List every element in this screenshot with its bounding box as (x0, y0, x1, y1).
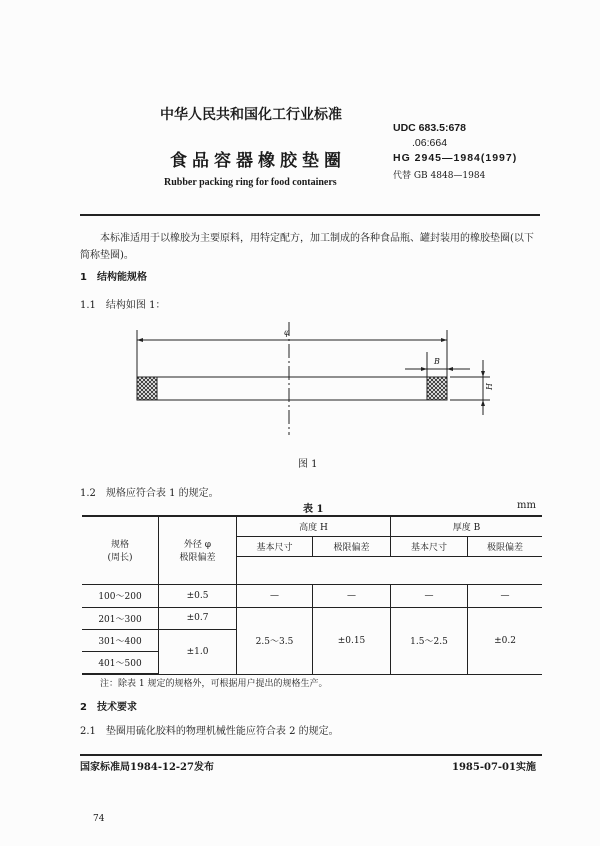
cell-h-basic: 2.5～3.5 (237, 607, 313, 674)
footer-rule (80, 754, 542, 756)
cell-b-tol: — (468, 584, 543, 607)
udc-line1: UDC 683.5:678 (393, 122, 466, 134)
cell-spec: 401～500 (82, 651, 159, 674)
org-title: 中华人民共和国化工行业标准 (160, 107, 342, 123)
english-title: Rubber packing ring for food containers (164, 177, 337, 188)
table-unit: mm (517, 500, 536, 511)
cell-spec: 301～400 (82, 629, 159, 651)
sub-tol: 极限偏差 (468, 536, 543, 556)
sub-basic: 基本尺寸 (391, 536, 468, 556)
section-1-2: 1.2 规格应符合表 1 的规定。 (80, 488, 219, 499)
sub-basic: 基本尺寸 (237, 536, 313, 556)
cell-b-basic: 1.5～2.5 (391, 607, 468, 674)
effective-date: 1985-07-01实施 (452, 762, 536, 773)
standard-number: HG 2945—1984(1997) (393, 152, 518, 164)
table-row (82, 607, 542, 629)
cell-b-tol: ±0.2 (468, 607, 543, 674)
cell-od: ±1.0 (159, 629, 237, 674)
intro-paragraph: 本标准适用于以橡胶为主要原料，用特定配方，加工制成的各种食品瓶、罐封装用的橡胶垫圈(以下 (100, 233, 534, 244)
header-height: 高度 H (237, 516, 391, 536)
b-label: B (434, 357, 440, 366)
cell-b-basic: — (391, 584, 468, 607)
cell-od: ±0.7 (159, 607, 237, 629)
page-number: 74 (93, 814, 105, 824)
figure-caption: 图 1 (298, 459, 318, 470)
cell-h-tol: ±0.15 (313, 607, 391, 674)
issued-date: 国家标准局1984-12-27发布 (80, 762, 214, 773)
cell-od: ±0.5 (159, 584, 237, 607)
intro-paragraph-cont: 简称垫圈)。 (80, 250, 134, 261)
sub-tol: 极限偏差 (313, 536, 391, 556)
section-1-1: 1.1 结构如图 1： (80, 300, 166, 311)
table-row (82, 584, 542, 607)
udc-line2: .06:664 (412, 137, 448, 149)
table-title: 表 1 (303, 504, 324, 515)
doc-title: 食品容器橡胶垫圈 (170, 151, 346, 171)
cell-h-basic: — (237, 584, 313, 607)
section-2-1: 2.1 垫圈用硫化胶料的物理机械性能应符合表 2 的规定。 (80, 726, 339, 737)
cell-spec: 201～300 (82, 607, 159, 629)
table-note: 注：除表 1 规定的规格外，可根据用户提出的规格生产。 (100, 679, 328, 689)
section-1-heading: 1 结构能规格 (80, 272, 147, 283)
phi-label: φ (284, 328, 290, 337)
section-2-heading: 2 技术要求 (80, 702, 137, 713)
header-od: 外径 φ 极限偏差 (159, 516, 237, 584)
header-thickness: 厚度 B (391, 516, 543, 536)
cell-spec: 100～200 (82, 584, 159, 607)
cell-h-tol: — (313, 584, 391, 607)
spec-table (82, 515, 542, 675)
replaces-note: 代替 GB 4848—1984 (393, 171, 486, 181)
h-label: H (484, 383, 494, 390)
header-spec: 规格 (周长) (82, 516, 159, 584)
